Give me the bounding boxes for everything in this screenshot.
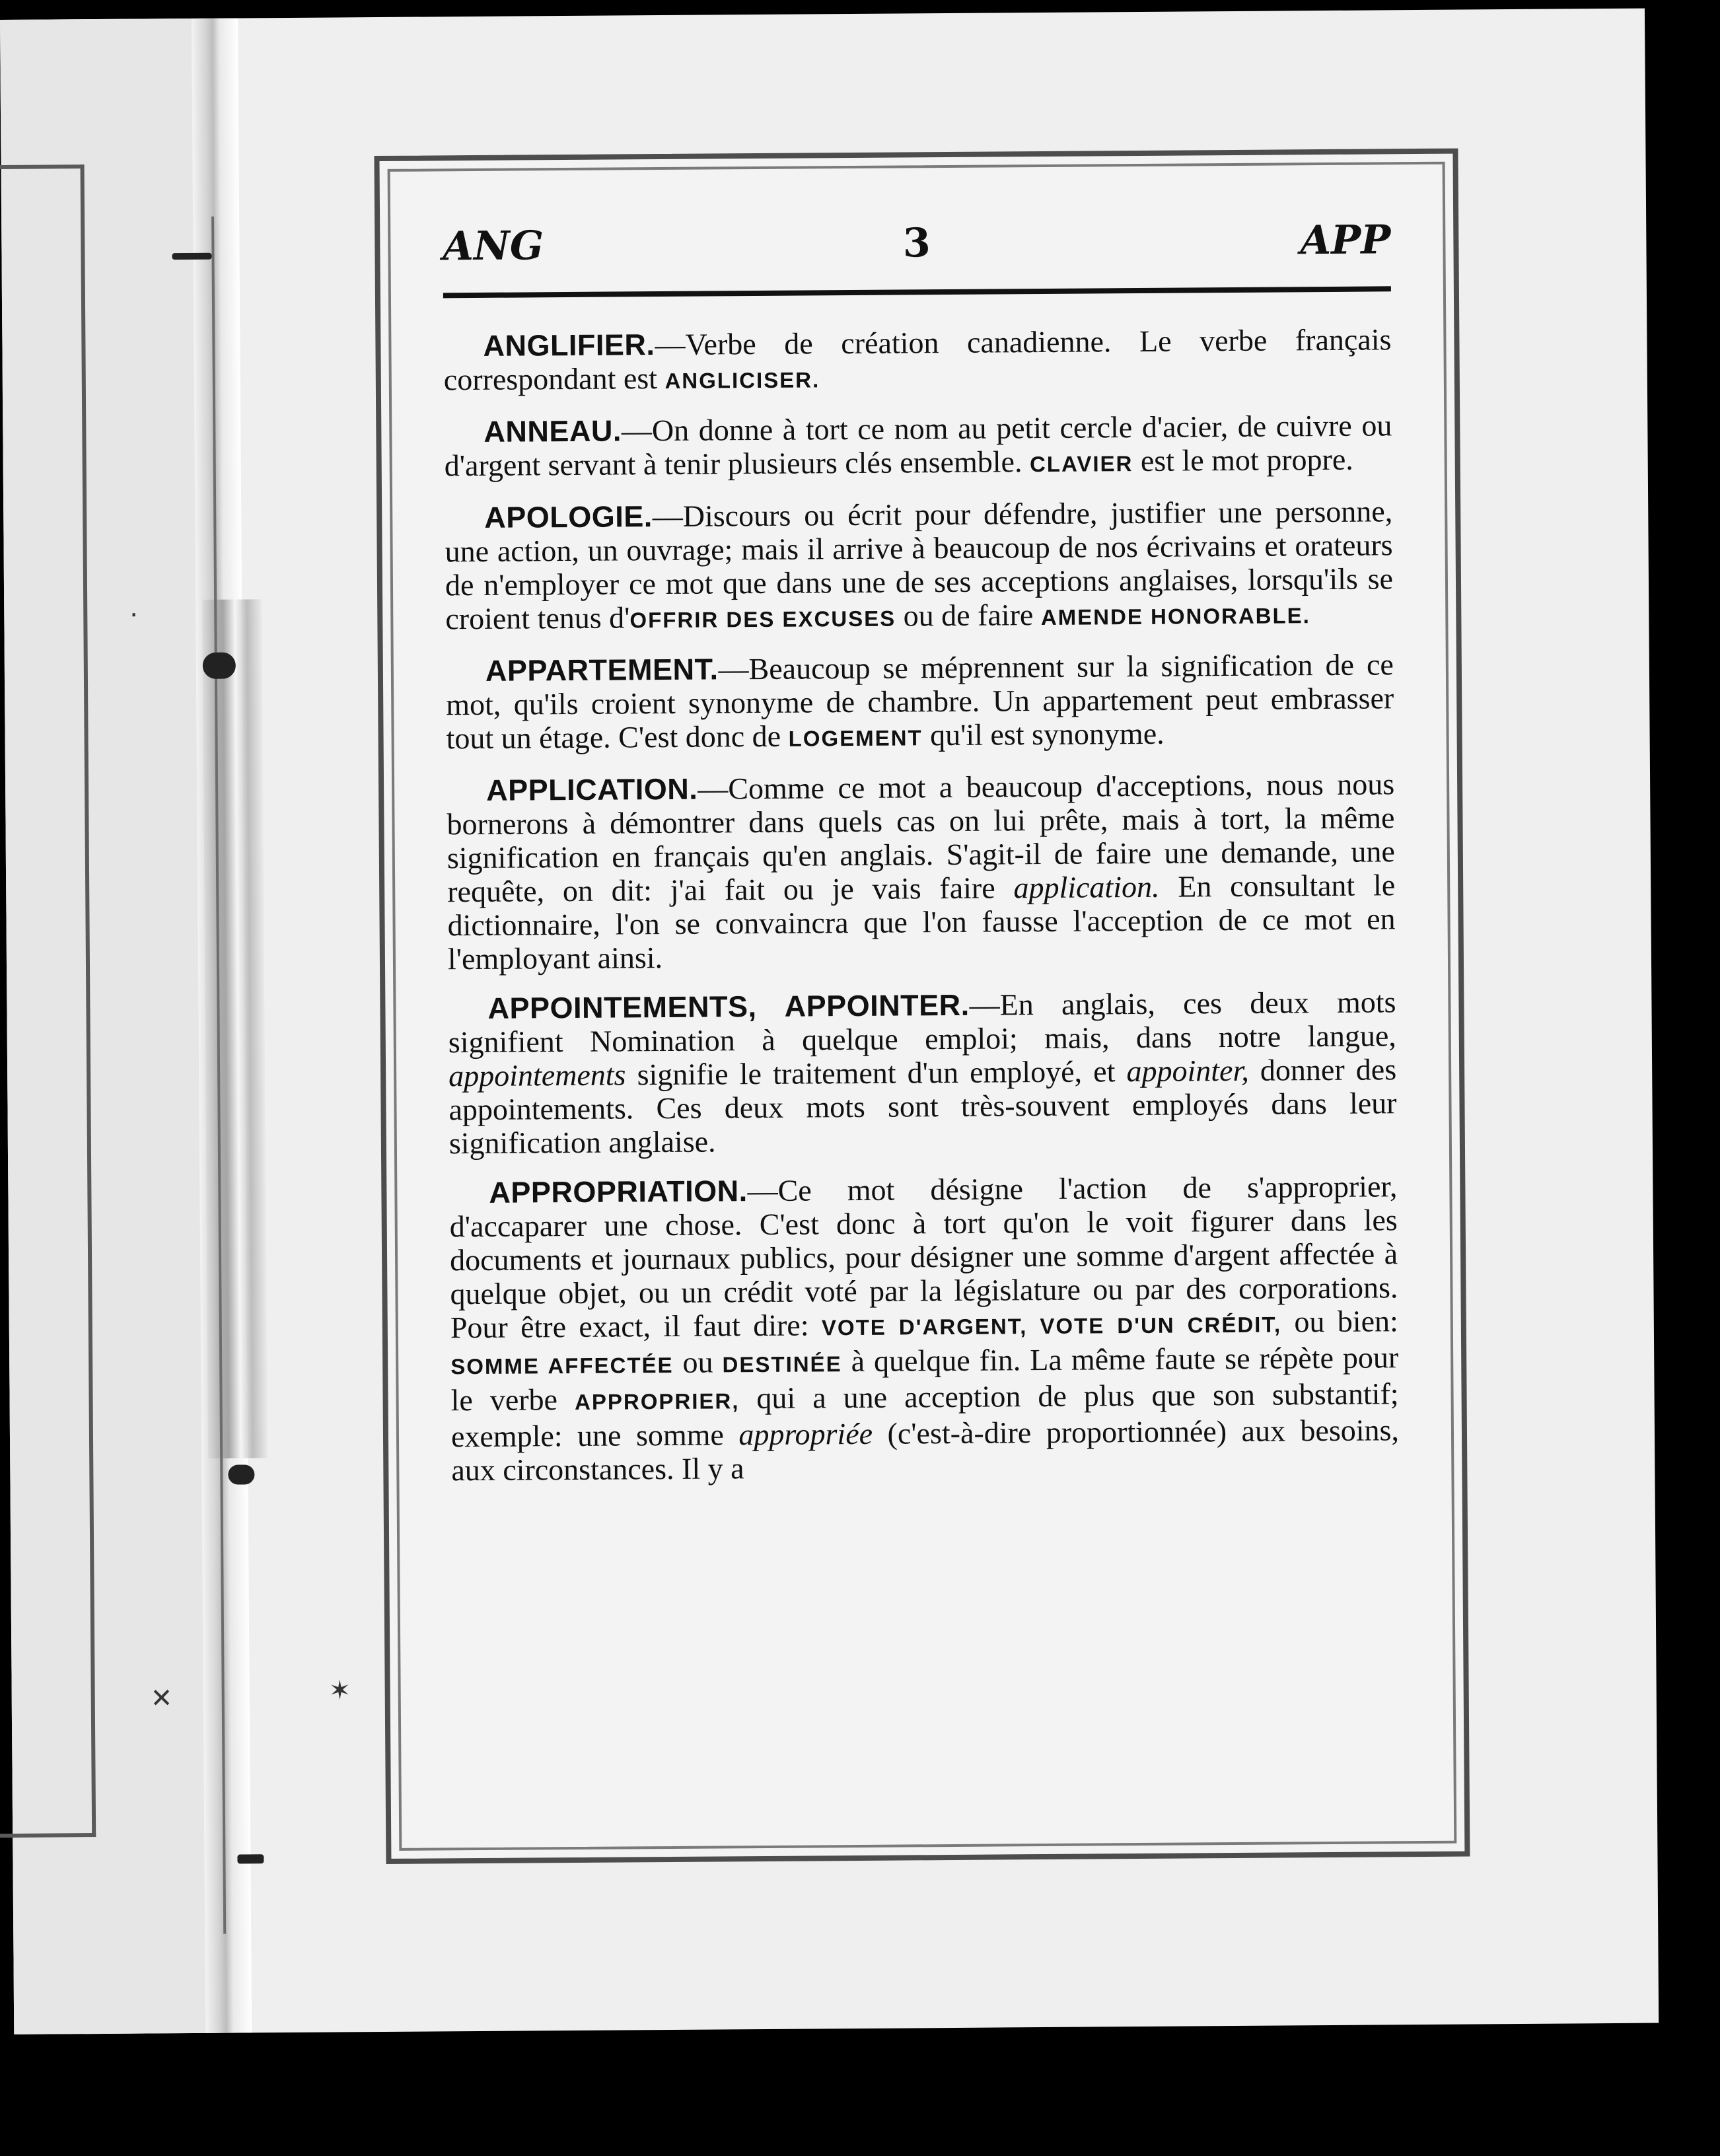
running-header bbox=[443, 217, 1391, 283]
paper-speck: · bbox=[129, 600, 139, 631]
entry-text: —Verbe de création canadienne. Le verbe français correspondant est bbox=[443, 322, 1392, 397]
entry-italic-term: appointements bbox=[448, 1058, 626, 1093]
entry-text: donner des appointements. Ces deux mots sont très-souvent employés dans leur signification anglaise. bbox=[448, 1052, 1397, 1161]
entry-text: —On donne à tort ce nom au petit cercle d'acier, de cuivre ou d'argent servant à tenir plusieurs clés ensemble. bbox=[444, 408, 1392, 483]
entry-headword: ANGLIFIER. bbox=[483, 328, 655, 363]
entry-text: qui a une acception de plus que son substantif; exemple: une somme bbox=[450, 1377, 1399, 1454]
entry-headword: ANNEAU. bbox=[484, 413, 622, 449]
entry-small-caps-term: DESTINÉE bbox=[722, 1351, 842, 1377]
entry-text: est le mot propre. bbox=[1133, 442, 1353, 478]
entry-text: —Beaucoup se méprennent sur la signification de ce mot, qu'ils croient synonyme de chambre. Un appartement peut embrasser tout un étage. C'est donc de bbox=[446, 647, 1394, 756]
entry-headword: APPROPRIATION. bbox=[489, 1174, 748, 1209]
entry-text: ou de faire bbox=[895, 598, 1042, 633]
dictionary-entries bbox=[443, 322, 1399, 1503]
entry-small-caps-term: VOTE D'ARGENT, VOTE D'UN CRÉDIT, bbox=[821, 1312, 1282, 1340]
entry-text: —En anglais, ces deux mots signifient Nomination à quelque emploi; mais, dans notre langue, bbox=[448, 985, 1396, 1060]
binding-stitch bbox=[237, 1854, 264, 1863]
entry-small-caps-term: APPROPRIER, bbox=[574, 1388, 740, 1414]
paper-speck: ✕ bbox=[150, 1683, 173, 1714]
entry-small-caps-term: CLAVIER bbox=[1029, 451, 1133, 477]
entry-text: —Comme ce mot a beaucoup d'acceptions, nous nous bornerons à démontrer dans quels cas on lui prête, mais à tort, la même signification en français qu'en anglais. S'agit-il de faire une demande, une requête, on dit: j'ai fait ou je vais faire bbox=[447, 767, 1396, 909]
entry-text: (c'est-à-dire proportionnée) aux besoins, aux circonstances. Il y a bbox=[451, 1413, 1400, 1488]
page-number: 3 bbox=[902, 220, 931, 267]
entry-text: à quelque fin. La même faute se répète pour le verbe bbox=[450, 1340, 1399, 1418]
page-frame bbox=[374, 149, 1470, 1864]
entry-small-caps-term: OFFRIR DES EXCUSES bbox=[629, 606, 896, 633]
dictionary-entry bbox=[443, 322, 1392, 399]
entry-text: —Ce mot désigne l'action de s'approprier, d'accaparer une chose. C'est donc à tort qu'on le voit figurer dans les documents et journaux publics, pour désigner une somme d'argent affectée à quelque objet, ou un crédit voté par la législature ou par des corporations. Pour être exact, il faut dire: bbox=[449, 1169, 1398, 1345]
binding-stitch bbox=[203, 653, 236, 679]
entry-small-caps-term: SOMME AFFECTÉE bbox=[450, 1352, 674, 1379]
left-page-border bbox=[0, 164, 96, 1838]
entry-italic-term: appointer, bbox=[1126, 1053, 1249, 1089]
binding-stitch bbox=[228, 1464, 254, 1484]
spine-fold-shadow bbox=[202, 599, 268, 1458]
entry-text: —Discours ou écrit pour défendre, justifier une personne, une action, un ouvrage; mais il arrive à beaucoup de nos écrivains et orateurs de n'employer ce mot que dans une de ses acceptions anglaises, lorsqu'ils se croient tenus d' bbox=[445, 494, 1394, 636]
entry-text: En consultant le dictionnaire, l'on se convaincra que l'on fausse l'acception de ce mot en l'employant ainsi. bbox=[447, 868, 1396, 976]
entry-italic-term: application. bbox=[1013, 869, 1160, 905]
dictionary-entry bbox=[448, 985, 1397, 1160]
dictionary-entry bbox=[445, 494, 1393, 638]
entry-text: signifie le traitement d'un employé, et bbox=[626, 1054, 1127, 1092]
entry-headword: APPOINTEMENTS, APPOINTER. bbox=[487, 988, 970, 1025]
entry-italic-term: appropriée bbox=[738, 1416, 873, 1452]
dictionary-entry bbox=[446, 647, 1394, 758]
dictionary-entry bbox=[444, 408, 1392, 485]
paper-speck: ✶ bbox=[328, 1675, 351, 1706]
entry-text: ou bbox=[673, 1345, 723, 1379]
entry-text: ou bien: bbox=[1281, 1304, 1398, 1339]
entry-text: qu'il est synonyme. bbox=[922, 716, 1165, 752]
binding-stitch bbox=[172, 253, 211, 260]
left-page-edge bbox=[0, 18, 219, 2034]
entry-small-caps-term: ANGLICISER. bbox=[664, 367, 820, 393]
entry-small-caps-term: AMENDE HONORABLE. bbox=[1040, 603, 1311, 630]
entry-small-caps-term: LOGEMENT bbox=[788, 725, 923, 751]
entry-headword: APPARTEMENT. bbox=[485, 652, 719, 688]
dictionary-entry bbox=[447, 767, 1396, 976]
scanned-page-spread bbox=[0, 9, 1659, 2034]
header-left-guide-word: ANG bbox=[443, 223, 544, 270]
dictionary-entry bbox=[449, 1169, 1399, 1487]
entry-headword: APPLICATION. bbox=[485, 772, 698, 807]
header-right-guide-word: APP bbox=[1300, 217, 1391, 264]
entry-headword: APOLOGIE. bbox=[484, 499, 653, 534]
